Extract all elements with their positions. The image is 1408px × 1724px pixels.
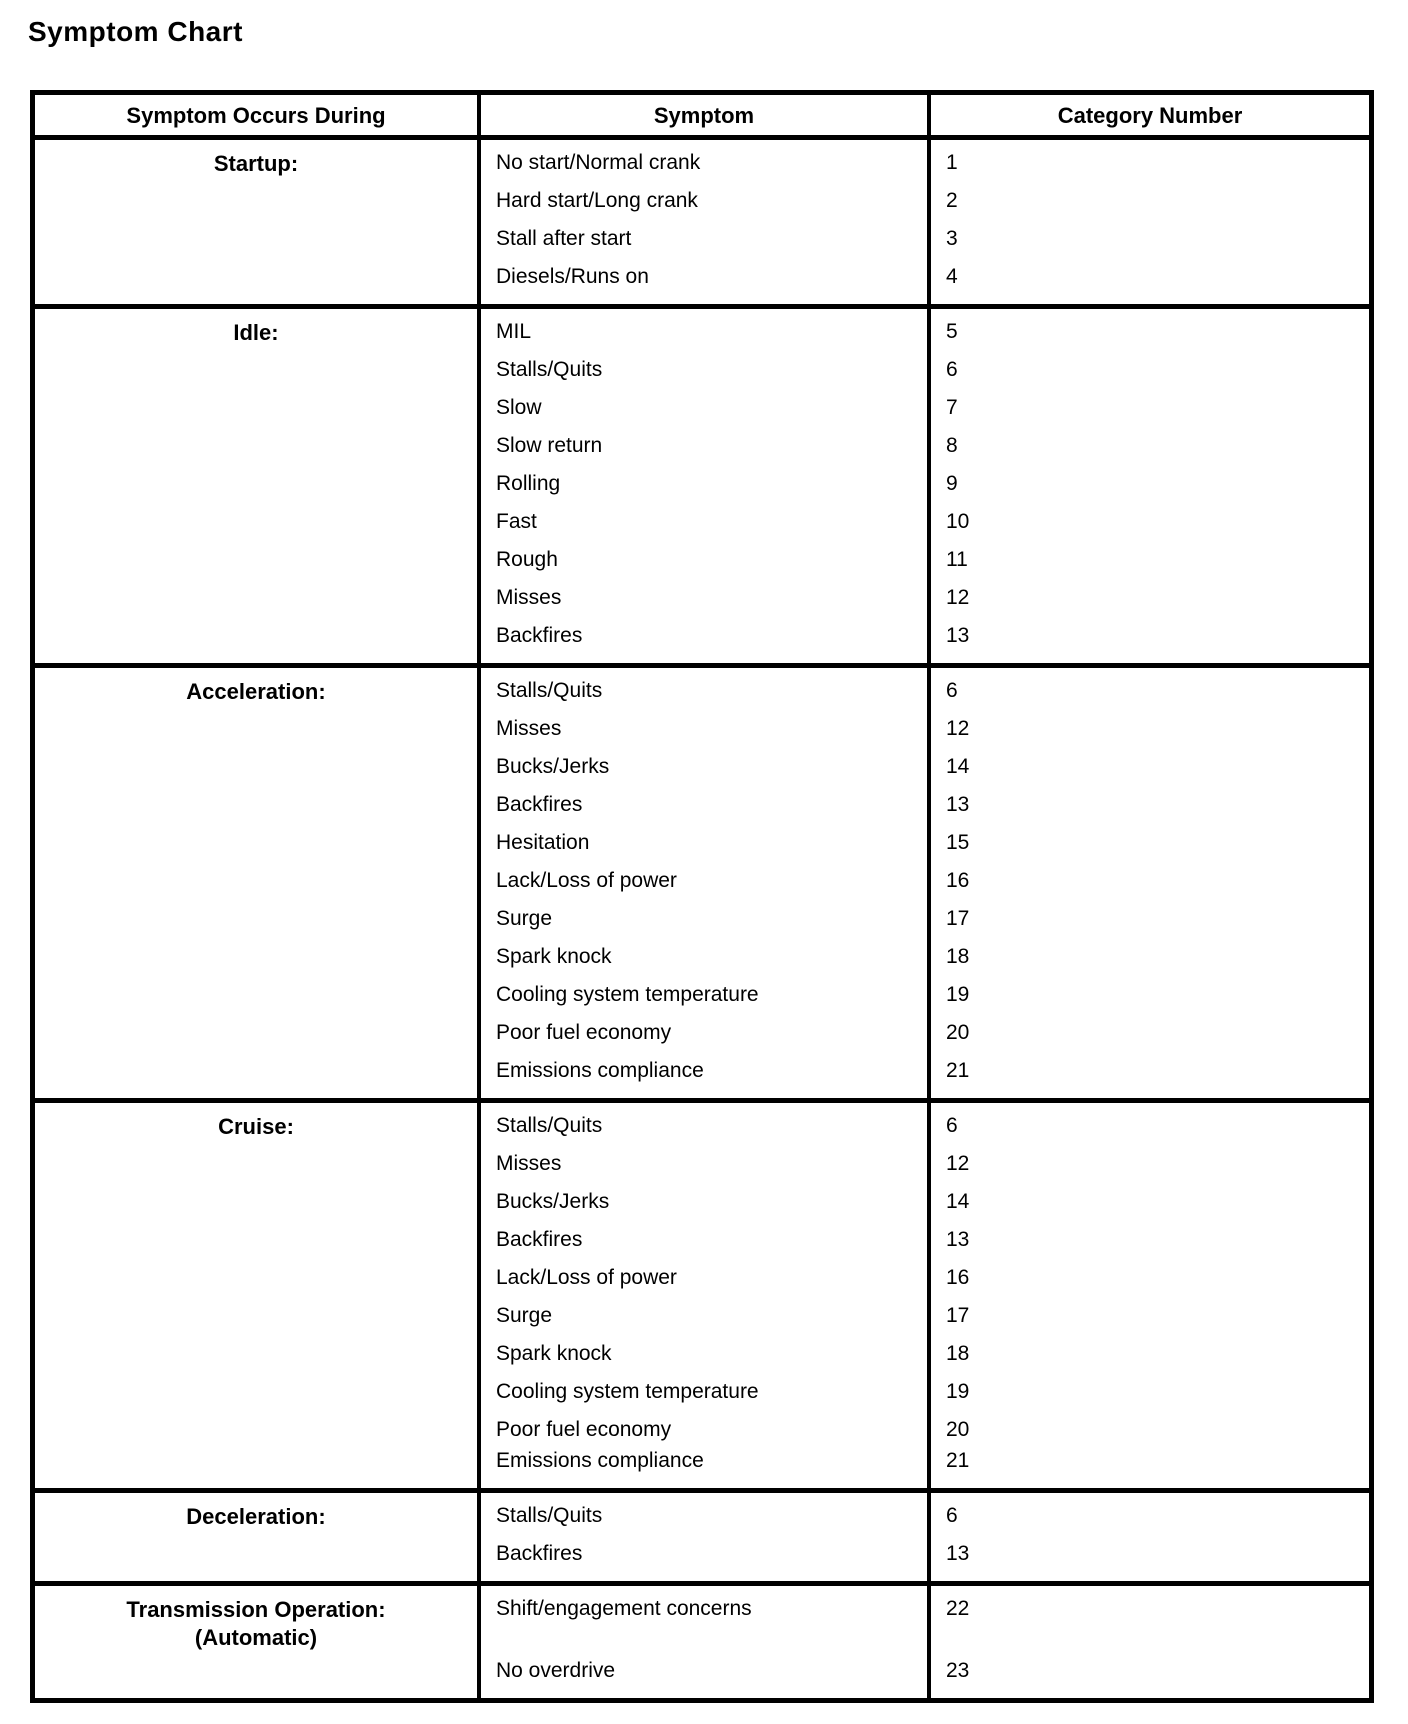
category-column xyxy=(927,668,1369,1098)
category-cell: 16 xyxy=(946,1266,970,1289)
section-label: Deceleration: xyxy=(186,1504,326,1529)
symptom-column xyxy=(477,1586,927,1698)
symptom-column xyxy=(477,140,927,304)
section-label-cell xyxy=(35,309,477,663)
header-cell-symptom-occurs-during: Symptom Occurs During xyxy=(126,103,386,128)
category-cell: 13 xyxy=(946,624,970,647)
category-cell: 4 xyxy=(946,265,958,288)
symptom-cell: Surge xyxy=(496,907,553,930)
category-cell: 22 xyxy=(946,1597,970,1620)
symptom-cell: Hard start/Long crank xyxy=(496,189,698,212)
symptom-table-body xyxy=(35,140,1369,1698)
table-section xyxy=(35,1581,1369,1698)
symptom-cell: Surge xyxy=(496,1304,553,1327)
symptom-cell: Diesels/Runs on xyxy=(496,265,649,288)
category-cell: 17 xyxy=(946,907,970,930)
symptom-cell: Fast xyxy=(496,510,537,533)
category-cell: 14 xyxy=(946,755,970,778)
section-label: Cruise: xyxy=(218,1114,294,1139)
category-cell: 1 xyxy=(946,151,958,174)
table-header-row xyxy=(35,95,1369,140)
table-section xyxy=(35,140,1369,304)
category-cell: 12 xyxy=(946,586,970,609)
category-cell: 20 xyxy=(946,1418,970,1441)
table-section xyxy=(35,663,1369,1098)
symptom-cell: Cooling system temperature xyxy=(496,1380,759,1403)
category-cell: 13 xyxy=(946,793,970,816)
category-cell: 20 xyxy=(946,1021,970,1044)
symptom-cell: Emissions compliance xyxy=(496,1449,704,1472)
section-label: Acceleration: xyxy=(186,679,326,704)
category-cell: 6 xyxy=(946,1114,958,1137)
category-cell: 13 xyxy=(946,1228,970,1251)
symptom-cell: Stalls/Quits xyxy=(496,679,603,702)
category-cell: 12 xyxy=(946,1152,970,1175)
symptom-cell: No overdrive xyxy=(496,1659,616,1682)
symptom-cell: Rough xyxy=(496,548,558,571)
section-label-cell xyxy=(35,140,477,304)
symptom-cell: Shift/engagement concerns xyxy=(496,1597,752,1620)
symptom-cell: Backfires xyxy=(496,1228,583,1251)
table-section xyxy=(35,304,1369,663)
symptom-cell: Stalls/Quits xyxy=(496,358,603,381)
section-label: Startup: xyxy=(213,151,299,176)
category-cell: 21 xyxy=(946,1449,970,1472)
header-cell-symptom: Symptom xyxy=(477,95,927,135)
category-column xyxy=(927,1493,1369,1581)
symptom-cell: Misses xyxy=(496,717,562,740)
symptom-cell: Stalls/Quits xyxy=(496,1114,603,1137)
symptom-cell: Slow return xyxy=(496,434,603,457)
symptom-cell: Backfires xyxy=(496,624,583,647)
symptom-cell: No start/Normal crank xyxy=(496,151,701,174)
category-cell: 8 xyxy=(946,434,958,457)
symptom-cell: Emissions compliance xyxy=(496,1059,704,1082)
section-sublabel: (Automatic) xyxy=(194,1625,318,1650)
category-cell: 23 xyxy=(946,1659,970,1682)
category-cell: 3 xyxy=(946,227,958,250)
symptom-table xyxy=(30,90,1374,1703)
category-column xyxy=(927,140,1369,304)
category-cell: 2 xyxy=(946,189,958,212)
category-cell: 19 xyxy=(946,983,970,1006)
category-cell: 9 xyxy=(946,472,958,495)
header-cell-category-number: Category Number xyxy=(927,95,1369,135)
category-cell: 11 xyxy=(946,548,968,571)
symptom-cell: Spark knock xyxy=(496,1342,612,1365)
section-label-cell xyxy=(35,668,477,1098)
symptom-cell: Rolling xyxy=(496,472,561,495)
section-label-cell xyxy=(35,1493,477,1581)
category-cell: 6 xyxy=(946,1504,958,1527)
symptom-cell: Bucks/Jerks xyxy=(496,1190,610,1213)
category-cell: 19 xyxy=(946,1380,970,1403)
symptom-cell: Slow xyxy=(496,396,542,419)
category-cell: 13 xyxy=(946,1542,970,1565)
category-cell: 10 xyxy=(946,510,970,533)
symptom-cell: Poor fuel economy xyxy=(496,1021,672,1044)
symptom-cell: Cooling system temperature xyxy=(496,983,759,1006)
section-label: Idle: xyxy=(233,320,279,345)
symptom-column xyxy=(477,668,927,1098)
symptom-cell: Lack/Loss of power xyxy=(496,869,677,892)
category-cell: 6 xyxy=(946,679,958,702)
category-cell: 14 xyxy=(946,1190,970,1213)
category-cell: 16 xyxy=(946,869,970,892)
category-cell: 6 xyxy=(946,358,958,381)
category-cell: 21 xyxy=(946,1059,970,1082)
symptom-cell: Lack/Loss of power xyxy=(496,1266,677,1289)
symptom-cell: Misses xyxy=(496,1152,562,1175)
table-section xyxy=(35,1488,1369,1581)
symptom-cell: Misses xyxy=(496,586,562,609)
section-label-cell xyxy=(35,1586,477,1698)
symptom-column xyxy=(477,309,927,663)
table-section xyxy=(35,1098,1369,1488)
category-cell: 15 xyxy=(946,831,970,854)
symptom-cell: Stalls/Quits xyxy=(496,1504,603,1527)
symptom-cell: Poor fuel economy xyxy=(496,1418,672,1441)
symptom-cell: Bucks/Jerks xyxy=(496,755,610,778)
symptom-column xyxy=(477,1493,927,1581)
symptom-column xyxy=(477,1103,927,1488)
symptom-cell: Backfires xyxy=(496,1542,583,1565)
category-cell: 5 xyxy=(946,320,958,343)
category-cell: 7 xyxy=(946,396,958,419)
category-column xyxy=(927,1103,1369,1488)
page-title: Symptom Chart xyxy=(28,16,243,47)
category-cell: 12 xyxy=(946,717,970,740)
category-cell: 17 xyxy=(946,1304,970,1327)
symptom-cell: Backfires xyxy=(496,793,583,816)
symptom-cell: Hesitation xyxy=(496,831,590,854)
section-label-cell xyxy=(35,1103,477,1488)
category-cell: 18 xyxy=(946,945,970,968)
category-cell: 18 xyxy=(946,1342,970,1365)
symptom-cell: MIL xyxy=(496,320,532,343)
symptom-cell: Spark knock xyxy=(496,945,612,968)
category-column xyxy=(927,1586,1369,1698)
section-label: Transmission Operation: xyxy=(126,1597,386,1622)
category-column xyxy=(927,309,1369,663)
symptom-cell: Stall after start xyxy=(496,227,632,250)
